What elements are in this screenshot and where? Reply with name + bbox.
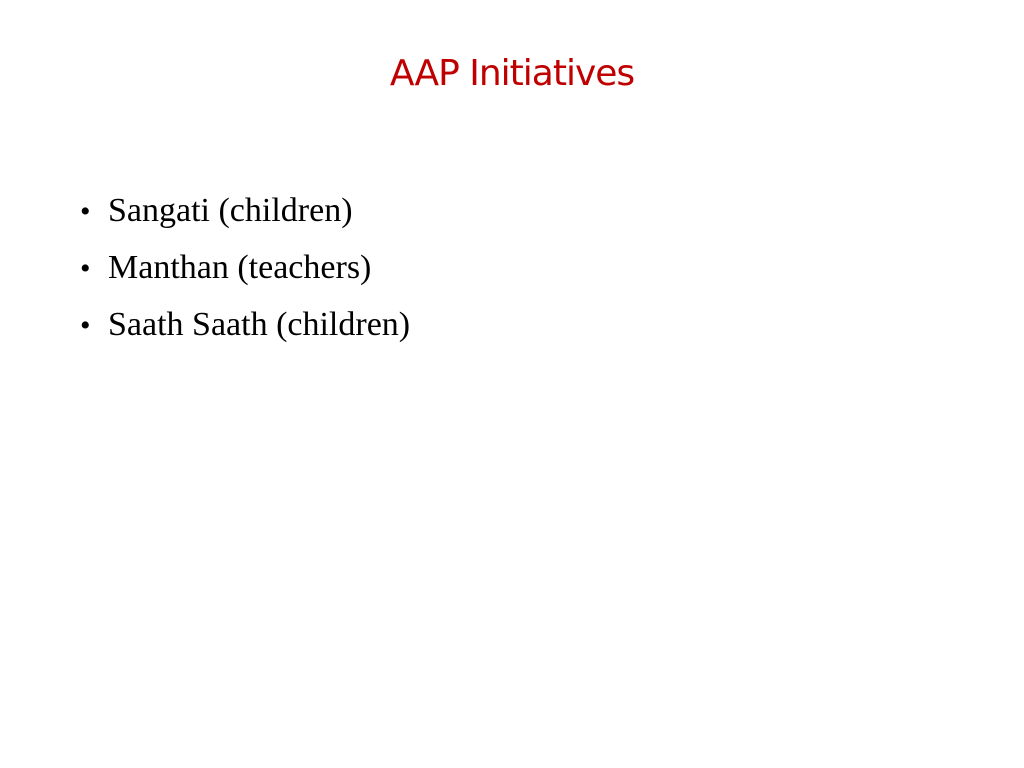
slide-title: AAP Initiatives <box>389 53 635 94</box>
bullet-list <box>80 182 410 353</box>
list-item <box>80 182 410 239</box>
bullet-dot-icon: • <box>80 309 91 342</box>
bullet-text: Sangati (children) <box>108 192 353 229</box>
bullet-dot-icon: • <box>80 252 91 285</box>
bullet-text: Saath Saath (children) <box>108 306 411 343</box>
list-item <box>80 296 410 353</box>
list-item <box>80 239 410 296</box>
bullet-dot-icon: • <box>80 195 91 228</box>
bullet-text: Manthan (teachers) <box>108 249 372 286</box>
